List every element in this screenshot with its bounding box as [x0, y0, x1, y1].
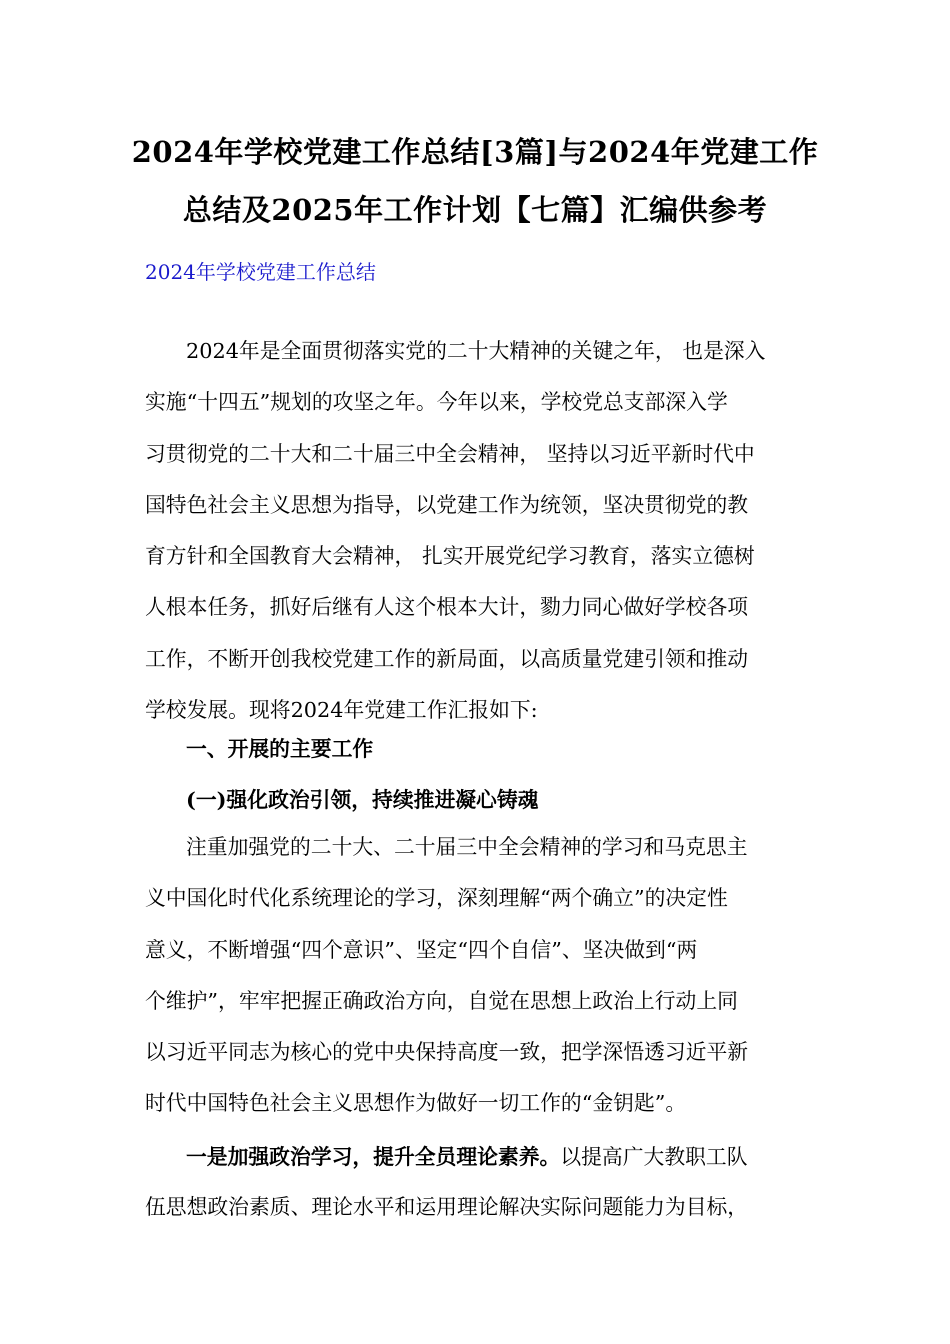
paragraph-line: 意义，不断增强“四个意识”、坚定“四个自信”、坚决做到“两: [145, 937, 698, 962]
paragraph-line: 学校发展。现将2024年党建工作汇报如下:: [145, 698, 538, 723]
paragraph-line: 2024年是全面贯彻落实党的二十大精神的关键之年， 也是深入: [186, 339, 766, 363]
section-link[interactable]: 2024年学校党建工作总结: [145, 260, 376, 284]
paragraph-line: 人根本任务，抓好后继有人这个根本大计，勠力同心做好学校各项: [145, 595, 749, 620]
document-title: [120, 123, 830, 239]
lead-rest: 以提高广大教职工队: [560, 1145, 748, 1169]
paragraph-line: 工作，不断开创我校党建工作的新局面，以高质量党建引领和推动: [145, 646, 749, 671]
paragraph-intro: [145, 326, 810, 736]
paragraph-line: 注重加强党的二十大、二十届三中全会精神的学习和马克思主: [186, 835, 748, 859]
paragraph-study: [145, 1131, 810, 1234]
paragraph-line: 义中国化时代化系统理论的学习，深刻理解“两个确立”的决定性: [145, 886, 728, 911]
paragraph-line: 时代中国特色社会主义思想作为做好一切工作的“金钥匙”。: [145, 1091, 687, 1116]
title-line-2: 总结及2025年工作计划【七篇】汇编供参考: [182, 193, 768, 227]
paragraph-line: 国特色社会主义思想为指导，以党建工作为统领，坚决贯彻党的教: [145, 492, 749, 517]
paragraph-line: 以习近平同志为核心的党中央保持高度一致，把学深悟透习近平新: [145, 1040, 749, 1065]
paragraph-line: 育方针和全国教育大会精神， 扎实开展党纪学习教育，落实立德树: [145, 544, 755, 569]
title-line-1: 2024年学校党建工作总结[3篇]与2024年党建工作: [131, 135, 819, 169]
paragraph-line: 个维护”，牢牢把握正确政治方向，自觉在思想上政治上行动上同: [145, 988, 738, 1013]
paragraph-political: [145, 822, 810, 1130]
bold-lead: 一是加强政治学习，提升全员理论素养。: [186, 1144, 561, 1169]
paragraph-line: [145, 1131, 810, 1182]
heading-main-work: 一、开展的主要工作: [186, 736, 374, 761]
paragraph-line: 习贯彻党的二十大和二十届三中全会精神， 坚持以习近平新时代中: [145, 441, 755, 466]
paragraph-line: 伍思想政治素质、理论水平和运用理论解决实际问题能力为目标，: [145, 1195, 749, 1220]
heading-subsection-1: (一)强化政治引领，持续推进凝心铸魂: [186, 787, 539, 812]
paragraph-line: 实施“十四五”规划的攻坚之年。今年以来，学校党总支部深入学: [145, 390, 728, 415]
